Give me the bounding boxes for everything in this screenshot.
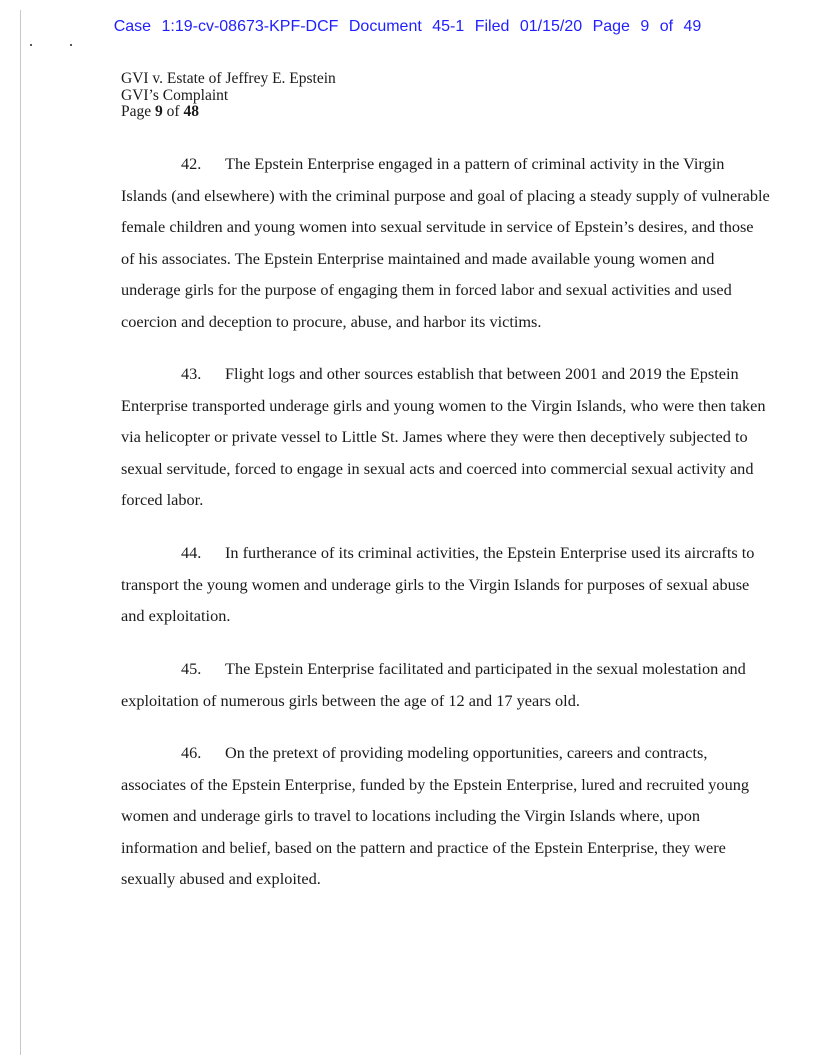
document-title: GVI’s Complaint [121,86,229,104]
paragraph-text: and exploitation. [121,606,231,626]
paragraph-line [121,358,739,390]
paragraph-line [121,653,746,685]
paragraph-text: female children and young women into sexual servitude in service of Epstein’s desires, and those [121,217,754,237]
paragraph-line [121,211,754,243]
paragraph-number: 42. [181,154,202,173]
paragraph-line [121,769,749,801]
scan-speck [70,44,72,46]
paragraph-number: 43. [181,364,202,383]
paragraph-number: 44. [181,543,202,562]
paragraph-text: forced labor. [121,490,204,510]
paragraph-text: coercion and deception to procure, abuse, and harbor its victims. [121,311,542,331]
paragraph-43 [121,358,766,516]
paragraph-line [121,453,754,485]
paragraph-text: The Epstein Enterprise engaged in a pattern of criminal activity in the Virgin [225,154,725,173]
paragraph-text: information and belief, based on the pattern and practice of the Epstein Enterprise, they were [121,837,726,857]
paragraph-text: On the pretext of providing modeling opportunities, careers and contracts, [225,743,708,762]
scan-speck [30,44,32,46]
paragraph-line [121,484,697,516]
paragraph-line [121,306,697,338]
paragraph-line [121,421,748,453]
paragraph-line [121,180,770,212]
paragraph-text: associates of the Epstein Enterprise, funded by the Epstein Enterprise, lured and recruited young [121,774,749,794]
paragraph-line [121,243,715,275]
paragraph-text: exploitation of numerous girls between the age of 12 and 17 years old. [121,690,580,710]
paragraph-45 [121,653,746,716]
paragraph-text: via helicopter or private vessel to Little St. James where they were then deceptively subjected to [121,427,748,447]
paragraph-number: 46. [181,743,202,762]
document-caption [121,71,336,121]
paragraph-text: underage girls for the purpose of engaging them in forced labor and sexual activities and used [121,280,732,300]
paragraph-text: women and underage girls to travel to locations including the Virgin Islands where, upon [121,806,700,826]
paragraph-line [121,569,750,601]
paragraph-line [121,274,732,306]
paragraph-line [121,148,725,180]
paragraph-line [121,600,697,632]
case-title: GVI v. Estate of Jeffrey E. Epstein [121,70,336,87]
paragraph-line [121,390,766,422]
paragraph-text: Enterprise transported underage girls and young women to the Virgin Islands, who were then taken [121,395,766,415]
paragraph-line [121,685,697,717]
page-indicator: Page 9 of 48 [121,103,199,120]
paragraph-42 [121,148,770,338]
paragraph-46 [121,737,749,895]
paragraph-text: The Epstein Enterprise facilitated and participated in the sexual molestation and [225,659,746,678]
paragraph-line [121,863,697,895]
paragraph-text: In furtherance of its criminal activities, the Epstein Enterprise used its aircrafts to [225,543,755,562]
paragraph-line [121,800,700,832]
paragraph-number: 45. [181,659,202,678]
paragraph-line [121,832,726,864]
paragraph-text: transport the young women and underage girls to the Virgin Islands for purposes of sexual abuse [121,574,750,594]
court-filing-header: Case 1:19-cv-08673-KPF-DCF Document 45-1 Filed 01/15/20 Page 9 of 49 [113,18,702,35]
paragraph-line [121,537,755,569]
paragraph-44 [121,537,755,632]
paragraph-line [121,737,708,769]
paragraph-text: sexually abused and exploited. [121,869,321,889]
scan-edge-line [20,10,21,1055]
paragraph-text: of his associates. The Epstein Enterprise maintained and made available young women and [121,248,715,268]
paragraph-text: sexual servitude, forced to engage in sexual acts and coerced into commercial sexual activity and [121,458,754,478]
paragraph-text: Islands (and elsewhere) with the criminal purpose and goal of placing a steady supply of vulnerable [121,185,770,205]
paragraph-text: Flight logs and other sources establish that between 2001 and 2019 the Epstein [225,364,739,383]
